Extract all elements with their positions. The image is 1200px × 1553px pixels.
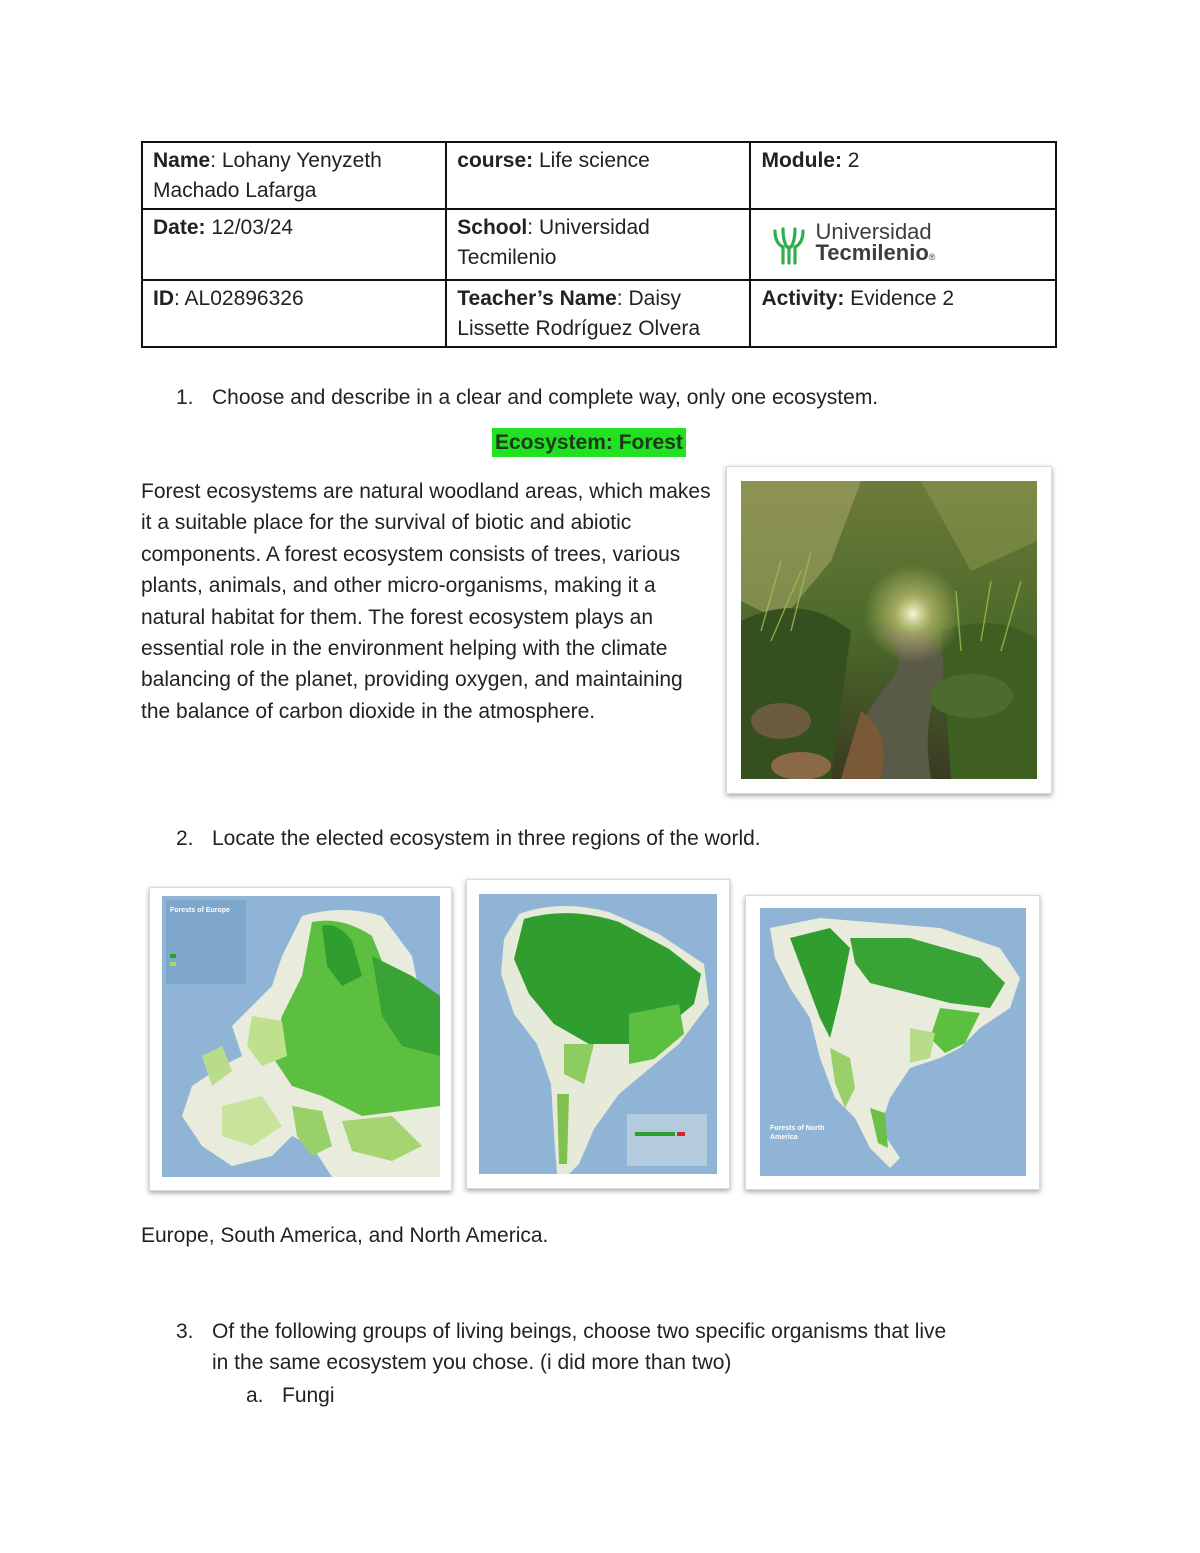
name-cell: Name: Lohany Yenyzeth Machado Lafarga	[142, 142, 446, 209]
logo-line1: Universidad	[815, 219, 932, 244]
sub-item-a-letter: a.	[246, 1384, 264, 1407]
course-value: Life science	[533, 149, 650, 172]
regions-caption: Europe, South America, and North America.	[141, 1224, 549, 1247]
question-3	[176, 1316, 1056, 1378]
europe-map-title: Forests of Europe	[170, 907, 230, 914]
europe-map-image	[162, 896, 440, 1177]
school-cell: School: Universidad Tecmilenio	[446, 209, 750, 280]
forest-description: Forest ecosystems are natural woodland areas, which makes it a suitable place for the survival of biotic and abiotic components. A forest ecosystem consists of trees, various plants, animals, and other micro-organisms, making it a natural habitat for them. The forest ecosystem plays an essential role in the environment helping with the climate balancing of the planet, providing oxygen, and maintaining the balance of carbon dioxide in the atmosphere.	[141, 480, 711, 723]
tecmilenio-leaf-icon	[769, 225, 809, 265]
name-label: Name	[153, 149, 211, 172]
north-america-map-title-line1: Forests of North	[770, 1125, 825, 1132]
activity-cell	[750, 280, 1056, 347]
date-cell	[142, 209, 446, 280]
id-cell: ID: AL02896326	[142, 280, 446, 347]
logo-trademark: ®	[928, 252, 936, 262]
course-label: course:	[457, 149, 534, 172]
logo-line2: Tecmilenio	[815, 240, 929, 265]
question-2-number: 2.	[176, 827, 194, 850]
date-value: 12/03/24	[205, 216, 294, 239]
module-label: Module:	[761, 149, 842, 172]
sub-item-a-text: Fungi	[282, 1384, 335, 1407]
id-label: ID	[153, 287, 174, 310]
name-value: Lohany Yenyzeth Machado Lafarga	[153, 149, 382, 202]
question-3-text-line1: Of the following groups of living beings, choose two specific organisms that live	[212, 1320, 947, 1343]
forest-stream-image	[741, 481, 1037, 779]
sub-item-a	[246, 1380, 546, 1411]
north-america-map-title-line2: America	[770, 1134, 798, 1141]
logo-cell	[750, 209, 1056, 280]
forest-stream-photo	[726, 466, 1052, 794]
north-america-forest-map	[745, 895, 1040, 1190]
teacher-cell: Teacher’s Name: Daisy Lissette Rodríguez Olvera	[446, 280, 750, 347]
course-cell	[446, 142, 750, 209]
school-label: School	[457, 216, 528, 239]
south-america-map-image	[479, 894, 717, 1174]
teacher-value: Daisy Lissette Rodríguez Olvera	[457, 287, 701, 340]
question-1	[176, 382, 1056, 413]
question-1-text: Choose and describe in a clear and complete way, only one ecosystem.	[212, 386, 879, 409]
module-cell	[750, 142, 1056, 209]
id-value: AL02896326	[179, 287, 304, 310]
ecosystem-heading: Ecosystem: Forest	[492, 428, 686, 457]
question-2	[176, 823, 1056, 854]
question-3-number: 3.	[176, 1320, 194, 1343]
question-1-number: 1.	[176, 386, 194, 409]
question-3-text-line2: in the same ecosystem you chose. (i did more than two)	[212, 1351, 732, 1374]
module-value: 2	[841, 149, 860, 172]
tecmilenio-logo	[769, 221, 1047, 268]
north-america-map-image	[760, 908, 1026, 1176]
school-value: Universidad Tecmilenio	[457, 216, 650, 269]
activity-label: Activity:	[761, 287, 845, 310]
teacher-label: Teacher’s Name	[457, 287, 617, 310]
europe-forest-map	[149, 887, 452, 1191]
activity-value: Evidence 2	[844, 287, 955, 310]
south-america-forest-map	[466, 879, 730, 1189]
student-info-table	[141, 141, 1057, 348]
question-2-text: Locate the elected ecosystem in three regions of the world.	[212, 827, 761, 850]
date-label: Date:	[153, 216, 206, 239]
